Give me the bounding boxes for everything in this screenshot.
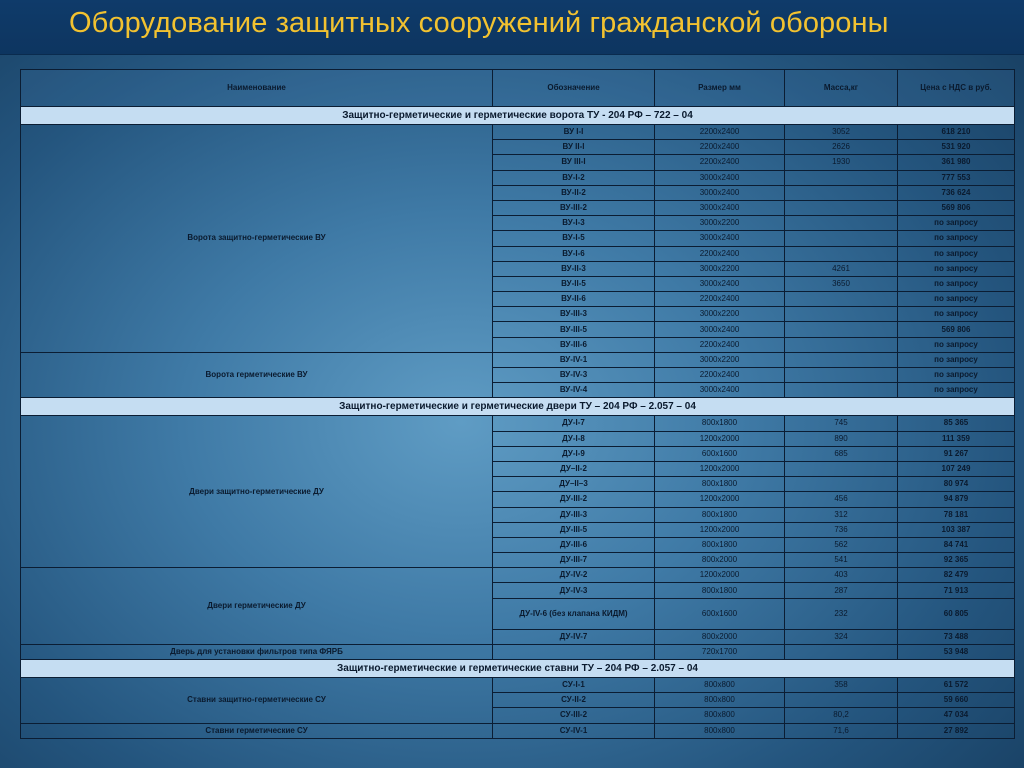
header-name: Наименование (21, 70, 493, 107)
table-row (21, 416, 1015, 431)
price-cell: 94 879 (898, 492, 1015, 507)
code-cell: ДУ–II–3 (493, 477, 655, 492)
size-cell: 3000x2400 (655, 231, 785, 246)
mass-cell: 456 (785, 492, 898, 507)
size-cell: 1200x2000 (655, 461, 785, 476)
code-cell: ВУ II-I (493, 140, 655, 155)
mass-cell (785, 246, 898, 261)
code-cell: ВУ-III-5 (493, 322, 655, 337)
mass-cell (785, 644, 898, 659)
group-name: Ворота защитно-герметические ВУ (21, 125, 493, 353)
header-row (21, 70, 1015, 107)
size-cell: 800x800 (655, 678, 785, 693)
code-cell: СУ-IV-1 (493, 723, 655, 738)
price-cell: 618 210 (898, 125, 1015, 140)
price-cell: 361 980 (898, 155, 1015, 170)
price-cell: 569 806 (898, 322, 1015, 337)
code-cell: ВУ-I-6 (493, 246, 655, 261)
section-row (21, 398, 1015, 416)
mass-cell: 80,2 (785, 708, 898, 723)
price-cell: 103 387 (898, 522, 1015, 537)
price-cell: по запросу (898, 261, 1015, 276)
price-cell: по запросу (898, 307, 1015, 322)
size-cell: 3000x2400 (655, 200, 785, 215)
size-cell: 800x1800 (655, 537, 785, 552)
code-cell: ВУ-II-6 (493, 292, 655, 307)
mass-cell (785, 231, 898, 246)
mass-cell (785, 477, 898, 492)
price-cell: по запросу (898, 368, 1015, 383)
table-row (21, 723, 1015, 738)
code-cell: ВУ-IV-3 (493, 368, 655, 383)
mass-cell (785, 337, 898, 352)
code-cell: ВУ-I-3 (493, 216, 655, 231)
size-cell: 1200x2000 (655, 431, 785, 446)
mass-cell: 4261 (785, 261, 898, 276)
size-cell: 800x2000 (655, 553, 785, 568)
price-cell: 60 805 (898, 598, 1015, 629)
mass-cell: 324 (785, 629, 898, 644)
mass-cell: 562 (785, 537, 898, 552)
price-cell: 78 181 (898, 507, 1015, 522)
mass-cell: 745 (785, 416, 898, 431)
section-title-gates: Защитно-герметические и герметические ворота ТУ - 204 РФ – 722 – 04 (21, 107, 1015, 125)
mass-cell: 3052 (785, 125, 898, 140)
size-cell: 1200x2000 (655, 522, 785, 537)
mass-cell: 312 (785, 507, 898, 522)
size-cell: 800x1800 (655, 507, 785, 522)
price-cell: по запросу (898, 383, 1015, 398)
price-cell: 531 920 (898, 140, 1015, 155)
equipment-table (20, 69, 1015, 739)
size-cell: 3000x2400 (655, 276, 785, 291)
group-name: Двери герметические ДУ (21, 568, 493, 645)
size-cell: 720x1700 (655, 644, 785, 659)
code-cell: ДУ-III-7 (493, 553, 655, 568)
size-cell: 2200x2400 (655, 155, 785, 170)
mass-cell: 358 (785, 678, 898, 693)
table-row (21, 644, 1015, 659)
size-cell: 2200x2400 (655, 125, 785, 140)
code-cell: ВУ-II-3 (493, 261, 655, 276)
mass-cell (785, 693, 898, 708)
price-cell: по запросу (898, 352, 1015, 367)
size-cell: 3000x2200 (655, 216, 785, 231)
price-cell: 107 249 (898, 461, 1015, 476)
mass-cell (785, 216, 898, 231)
mass-cell (785, 383, 898, 398)
size-cell: 3000x2200 (655, 352, 785, 367)
size-cell: 600x1600 (655, 598, 785, 629)
header-size: Размер мм (655, 70, 785, 107)
section-title-doors: Защитно-герметические и герметические двери ТУ – 204 РФ – 2.057 – 04 (21, 398, 1015, 416)
size-cell: 3000x2400 (655, 185, 785, 200)
size-cell: 800x800 (655, 723, 785, 738)
price-cell: 111 359 (898, 431, 1015, 446)
price-cell: 71 913 (898, 583, 1015, 598)
size-cell: 3000x2200 (655, 261, 785, 276)
mass-cell: 287 (785, 583, 898, 598)
code-cell: ДУ-IV-6 (без клапана КИДМ) (493, 598, 655, 629)
mass-cell: 403 (785, 568, 898, 583)
mass-cell: 685 (785, 446, 898, 461)
code-cell (493, 644, 655, 659)
mass-cell: 3650 (785, 276, 898, 291)
mass-cell (785, 352, 898, 367)
code-cell: ВУ-III-2 (493, 200, 655, 215)
price-cell: 85 365 (898, 416, 1015, 431)
code-cell: ВУ-I-5 (493, 231, 655, 246)
table-row (21, 352, 1015, 367)
title-bar (0, 0, 1024, 55)
code-cell: СУ-I-1 (493, 678, 655, 693)
price-cell: по запросу (898, 231, 1015, 246)
code-cell: ДУ–II-2 (493, 461, 655, 476)
code-cell: ВУ-II-2 (493, 185, 655, 200)
size-cell: 800x1800 (655, 477, 785, 492)
code-cell: ВУ III-I (493, 155, 655, 170)
mass-cell (785, 322, 898, 337)
size-cell: 2200x2400 (655, 337, 785, 352)
group-name: Ставни защитно-герметические СУ (21, 678, 493, 724)
size-cell: 3000x2200 (655, 307, 785, 322)
price-cell: 777 553 (898, 170, 1015, 185)
code-cell: ВУ-III-3 (493, 307, 655, 322)
mass-cell (785, 307, 898, 322)
code-cell: СУ-II-2 (493, 693, 655, 708)
mass-cell (785, 461, 898, 476)
price-cell: 736 624 (898, 185, 1015, 200)
table-row (21, 125, 1015, 140)
section-row (21, 107, 1015, 125)
price-cell: 27 892 (898, 723, 1015, 738)
price-cell: 84 741 (898, 537, 1015, 552)
code-cell: ВУ-I-2 (493, 170, 655, 185)
size-cell: 2200x2400 (655, 140, 785, 155)
price-cell: 53 948 (898, 644, 1015, 659)
code-cell: ДУ-I-8 (493, 431, 655, 446)
table-row (21, 568, 1015, 583)
mass-cell: 71,6 (785, 723, 898, 738)
price-cell: 80 974 (898, 477, 1015, 492)
code-cell: ДУ-III-6 (493, 537, 655, 552)
table-row (21, 678, 1015, 693)
code-cell: ДУ-IV-3 (493, 583, 655, 598)
group-name: Ставни герметические СУ (21, 723, 493, 738)
price-cell: 91 267 (898, 446, 1015, 461)
group-name: Дверь для установки фильтров типа ФЯРБ (21, 644, 493, 659)
size-cell: 600x1600 (655, 446, 785, 461)
code-cell: СУ-III-2 (493, 708, 655, 723)
mass-cell: 736 (785, 522, 898, 537)
header-code: Обозначение (493, 70, 655, 107)
code-cell: ДУ-I-7 (493, 416, 655, 431)
header-mass: Масса,кг (785, 70, 898, 107)
code-cell: ДУ-IV-2 (493, 568, 655, 583)
size-cell: 1200x2000 (655, 492, 785, 507)
code-cell: ДУ-I-9 (493, 446, 655, 461)
price-cell: по запросу (898, 246, 1015, 261)
size-cell: 3000x2400 (655, 322, 785, 337)
price-cell: 569 806 (898, 200, 1015, 215)
size-cell: 3000x2400 (655, 383, 785, 398)
mass-cell (785, 200, 898, 215)
code-cell: ВУ I-I (493, 125, 655, 140)
size-cell: 3000x2400 (655, 170, 785, 185)
mass-cell: 232 (785, 598, 898, 629)
group-name: Ворота герметические ВУ (21, 352, 493, 398)
mass-cell (785, 185, 898, 200)
price-cell: 47 034 (898, 708, 1015, 723)
size-cell: 800x800 (655, 708, 785, 723)
mass-cell: 890 (785, 431, 898, 446)
group-name: Двери защитно-герметические ДУ (21, 416, 493, 568)
price-cell: 59 660 (898, 693, 1015, 708)
section-title-shutters: Защитно-герметические и герметические ставни ТУ – 204 РФ – 2.057 – 04 (21, 660, 1015, 678)
price-cell: по запросу (898, 337, 1015, 352)
code-cell: ДУ-III-5 (493, 522, 655, 537)
price-cell: 73 488 (898, 629, 1015, 644)
size-cell: 800x1800 (655, 416, 785, 431)
price-cell: по запросу (898, 292, 1015, 307)
header-price: Цена с НДС в руб. (898, 70, 1015, 107)
size-cell: 800x2000 (655, 629, 785, 644)
mass-cell (785, 292, 898, 307)
mass-cell: 541 (785, 553, 898, 568)
price-cell: 92 365 (898, 553, 1015, 568)
size-cell: 800x800 (655, 693, 785, 708)
mass-cell: 1930 (785, 155, 898, 170)
size-cell: 2200x2400 (655, 292, 785, 307)
page-title: Оборудование защитных сооружений гражданской обороны (69, 7, 889, 39)
price-cell: 61 572 (898, 678, 1015, 693)
size-cell: 1200x2000 (655, 568, 785, 583)
size-cell: 2200x2400 (655, 368, 785, 383)
code-cell: ВУ-IV-4 (493, 383, 655, 398)
size-cell: 2200x2400 (655, 246, 785, 261)
code-cell: ДУ-IV-7 (493, 629, 655, 644)
code-cell: ДУ-III-3 (493, 507, 655, 522)
price-cell: по запросу (898, 276, 1015, 291)
price-cell: по запросу (898, 216, 1015, 231)
mass-cell: 2626 (785, 140, 898, 155)
size-cell: 800x1800 (655, 583, 785, 598)
section-row (21, 660, 1015, 678)
code-cell: ВУ-IV-1 (493, 352, 655, 367)
price-cell: 82 479 (898, 568, 1015, 583)
code-cell: ВУ-III-6 (493, 337, 655, 352)
mass-cell (785, 170, 898, 185)
code-cell: ДУ-III-2 (493, 492, 655, 507)
code-cell: ВУ-II-5 (493, 276, 655, 291)
mass-cell (785, 368, 898, 383)
